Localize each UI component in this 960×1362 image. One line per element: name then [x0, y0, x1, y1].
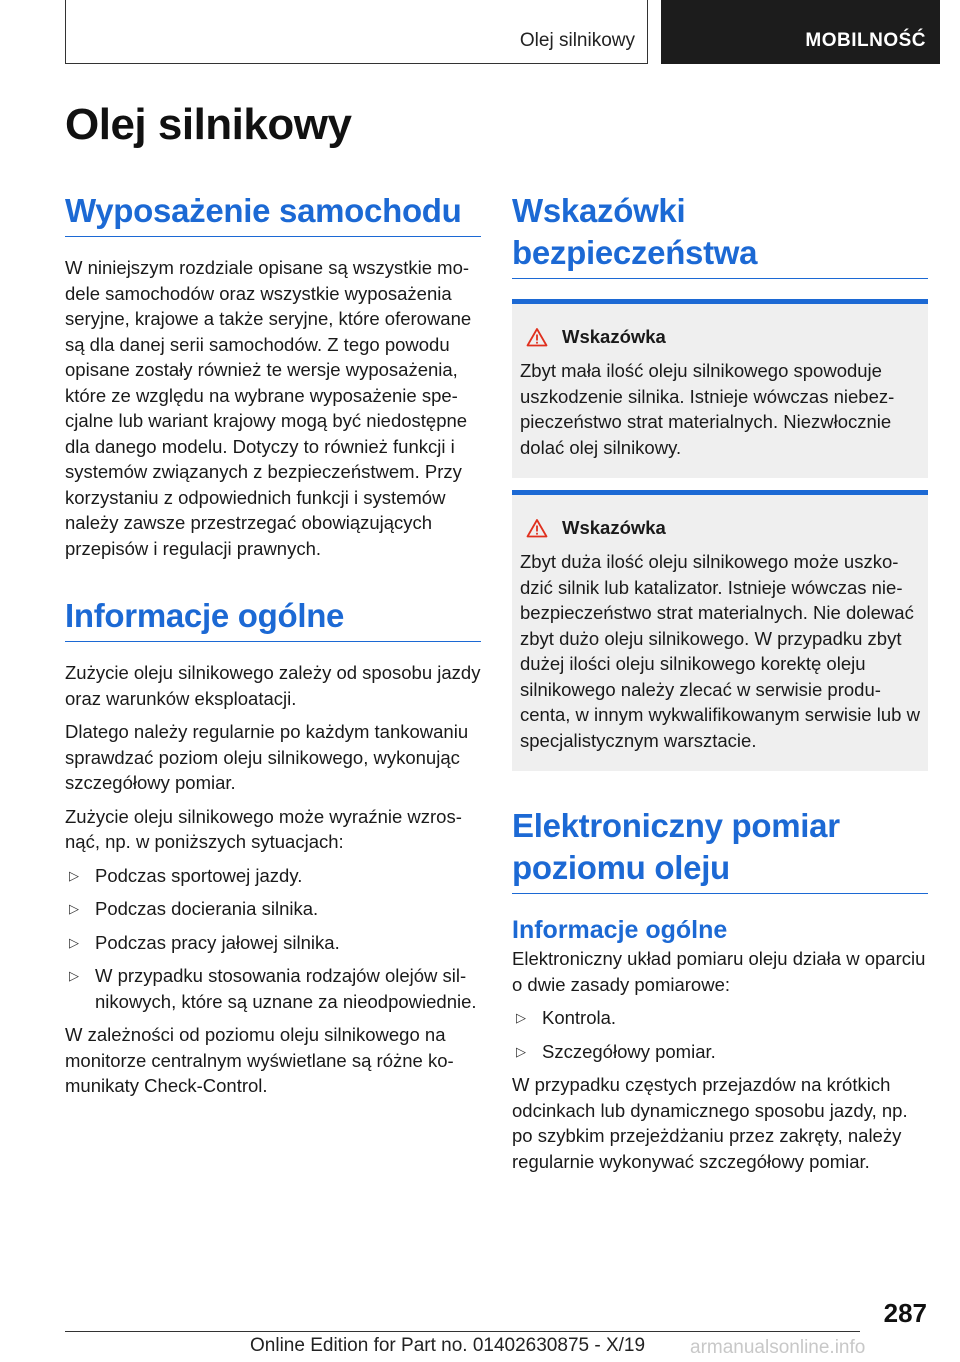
right-column [512, 190, 928, 1174]
measurement-p1: Elektroniczny układ pomiaru oleju działa w oparciu o dwie zasady pomiarowe: [512, 948, 926, 995]
warning-box [512, 299, 928, 478]
warning-text: Zbyt mała ilość oleju silnikowego spowoduje uszkodzenie silnika. Istnieje wówczas niebezpieczeństwo strat materialnych. Niezwłocznie dolać olej silnikowy. [520, 360, 895, 458]
general-info-p4: W zależności od poziomu oleju silnikowego na monitorze centralnym wyświetlane są różne komunikaty Check-Control. [65, 1024, 454, 1096]
watermark: armanualsonline.info [690, 1337, 866, 1358]
triangle-right-icon: ▷ [69, 867, 79, 883]
triangle-right-icon: ▷ [69, 934, 79, 950]
heading-safety: Wskazówki bezpieczeństwa [512, 190, 928, 279]
list-item: ▷ Szczegółowy pomiar. [512, 1039, 928, 1065]
page-title: Olej silnikowy [65, 100, 352, 149]
page-number: 287 [883, 1298, 927, 1328]
equipment-paragraph: W niniejszym rozdziale opisane są wszystkie modele samochodów oraz wszystkie wyposażenia seryjne, krajowe a także seryjne, które oferowane są dla danej serii samochodów. Z tego powodu opisane zostały również te wersje wyposażenia, które ze względu na wybrane wyposażenie specjalne lub wariant krajowy mogą być niedostępne dla danego modelu. Dotyczy to również funkcji i systemów związanych z bezpieczeństwem. Przy korzystaniu z odpowiednich funkcji i systemów należy zawsze przestrzegać obowiązujących przepisów i regulacji prawnych. [65, 257, 472, 559]
general-info-p1: Zużycie oleju silnikowego zależy od sposobu jazdy oraz warunków eksploatacji. [65, 662, 481, 709]
warning-text: Zbyt duża ilość oleju silnikowego może uszkodzić silnik lub katalizator. Istnieje wówczas niebezpieczeństwo strat materialnych. Nie dolewać zbyt dużo oleju silnikowego. W przypadku zbyt dużej ilości oleju silnikowego korektę oleju silnikowego należy zlecać w serwisie producenta, w innym wykwalifikowanym serwisie lub w specjalistycznym warsztacie. [520, 551, 920, 751]
footer-edition: Online Edition for Part no. 01402630875 - X/19 [250, 1335, 646, 1356]
heading-equipment: Wyposażenie samochodu [65, 190, 481, 237]
warning-title: Wskazówka [562, 326, 666, 347]
subheading-general-info: Informacje ogólne [512, 916, 728, 944]
list-item: ▷ Podczas docierania silnika. [65, 896, 481, 922]
header-section-box [65, 0, 648, 64]
left-column [65, 190, 481, 1099]
footer-divider [65, 1331, 860, 1332]
header-chapter-box [661, 0, 940, 64]
triangle-right-icon: ▷ [69, 901, 79, 916]
list-item: ▷ Kontrola. [512, 1005, 928, 1031]
warning-title: Wskazówka [562, 517, 666, 538]
list-item: ▷ Podczas sportowej jazdy. [65, 863, 481, 889]
triangle-right-icon: ▷ [516, 1043, 526, 1059]
header-section-title: Olej silnikowy [519, 30, 635, 51]
triangle-right-icon: ▷ [69, 968, 79, 983]
consumption-list [65, 863, 481, 1015]
triangle-right-icon: ▷ [516, 1010, 526, 1025]
measurement-list [512, 1005, 928, 1064]
measurement-p2: W przypadku częstych przejazdów na krótkich odcinkach lub dynamicznego sposobu jazdy, np. po szybkim przejeżdżaniu przez zakręty, należy regularnie wykonywać szczegółowy pomiar. [512, 1074, 908, 1172]
heading-electronic-measurement: Elektroniczny pomiar poziomu oleju [512, 805, 928, 894]
warning-triangle-icon [526, 327, 548, 347]
list-item: ▷ Podczas pracy jałowej silnika. [65, 930, 481, 956]
warning-triangle-icon [526, 518, 548, 538]
heading-general-info: Informacje ogólne [65, 595, 481, 642]
general-info-p2: Dlatego należy regularnie po każdym tankowaniu sprawdzać poziom oleju silnikowego, wykonując szczegółowy pomiar. [65, 721, 469, 793]
header-chapter-title: MOBILNOŚĆ [805, 30, 926, 51]
warning-box [512, 490, 928, 771]
list-item: ▷ W przypadku stosowania rodzajów olejów silnikowych, które są uznane za nieodpowiednie. [69, 965, 477, 1012]
general-info-p3: Zużycie oleju silnikowego może wyraźnie wzrosnąć, np. w poniższych sytuacjach: [65, 805, 462, 852]
